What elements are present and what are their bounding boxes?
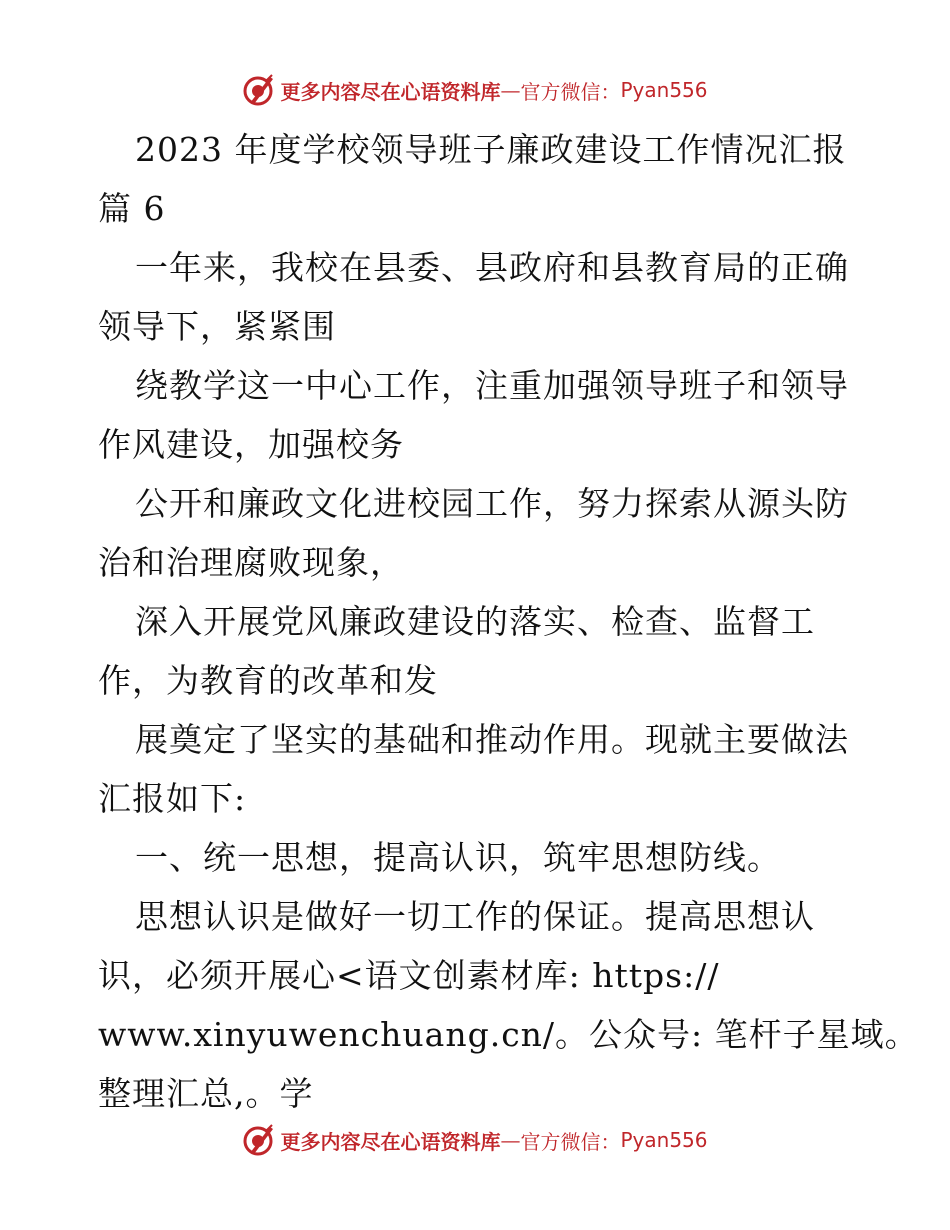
body-line: 整理汇总,。学	[98, 1074, 314, 1113]
body-line: 汇报如下:	[98, 779, 247, 818]
brush-logo-icon	[242, 73, 276, 107]
body-line: 公开和廉政文化进校园工作，努力探索从源头防	[135, 484, 849, 523]
body-line: 识，必须开展心<语文创素材库: https://	[98, 956, 720, 995]
footer-promo-text: 更多内容尽在心语资料库	[280, 1129, 501, 1154]
header-contact-id: Pyan556	[620, 78, 708, 102]
body-line: 展奠定了坚实的基础和推动作用。现就主要做法	[135, 720, 849, 759]
header-banner	[0, 72, 950, 108]
footer-dash: —	[500, 1128, 521, 1152]
footer-contact-id: Pyan556	[620, 1128, 708, 1152]
document-title-line-2: 篇 6	[98, 189, 166, 228]
document-title-line-1: 2023 年度学校领导班子廉政建设工作情况汇报	[135, 130, 847, 169]
header-contact-label: 官方微信：	[520, 79, 621, 104]
body-line: 深入开展党风廉政建设的落实、检查、监督工	[135, 602, 815, 641]
section-heading: 一、统一思想，提高认识，筑牢思想防线。	[135, 838, 781, 877]
body-line: 一年来，我校在县委、县政府和县教育局的正确	[135, 248, 849, 287]
body-line: 作，为教育的改革和发	[98, 661, 438, 700]
header-promo-text: 更多内容尽在心语资料库	[280, 79, 501, 104]
body-line: 思想认识是做好一切工作的保证。提高思想认	[135, 897, 815, 936]
body-line: 领导下，紧紧围	[98, 307, 336, 346]
footer-banner	[0, 1122, 950, 1158]
header-dash: —	[500, 78, 521, 102]
brush-logo-icon	[242, 1123, 276, 1157]
body-line: www.xinyuwenchuang.cn/。公众号: 笔杆子星域。	[98, 1015, 919, 1054]
footer-contact-label: 官方微信：	[520, 1129, 621, 1154]
body-line: 治和治理腐败现象，	[98, 543, 404, 582]
body-line: 绕教学这一中心工作，注重加强领导班子和领导	[135, 366, 849, 405]
document-body	[98, 120, 919, 1123]
body-line: 作风建设，加强校务	[98, 425, 404, 464]
